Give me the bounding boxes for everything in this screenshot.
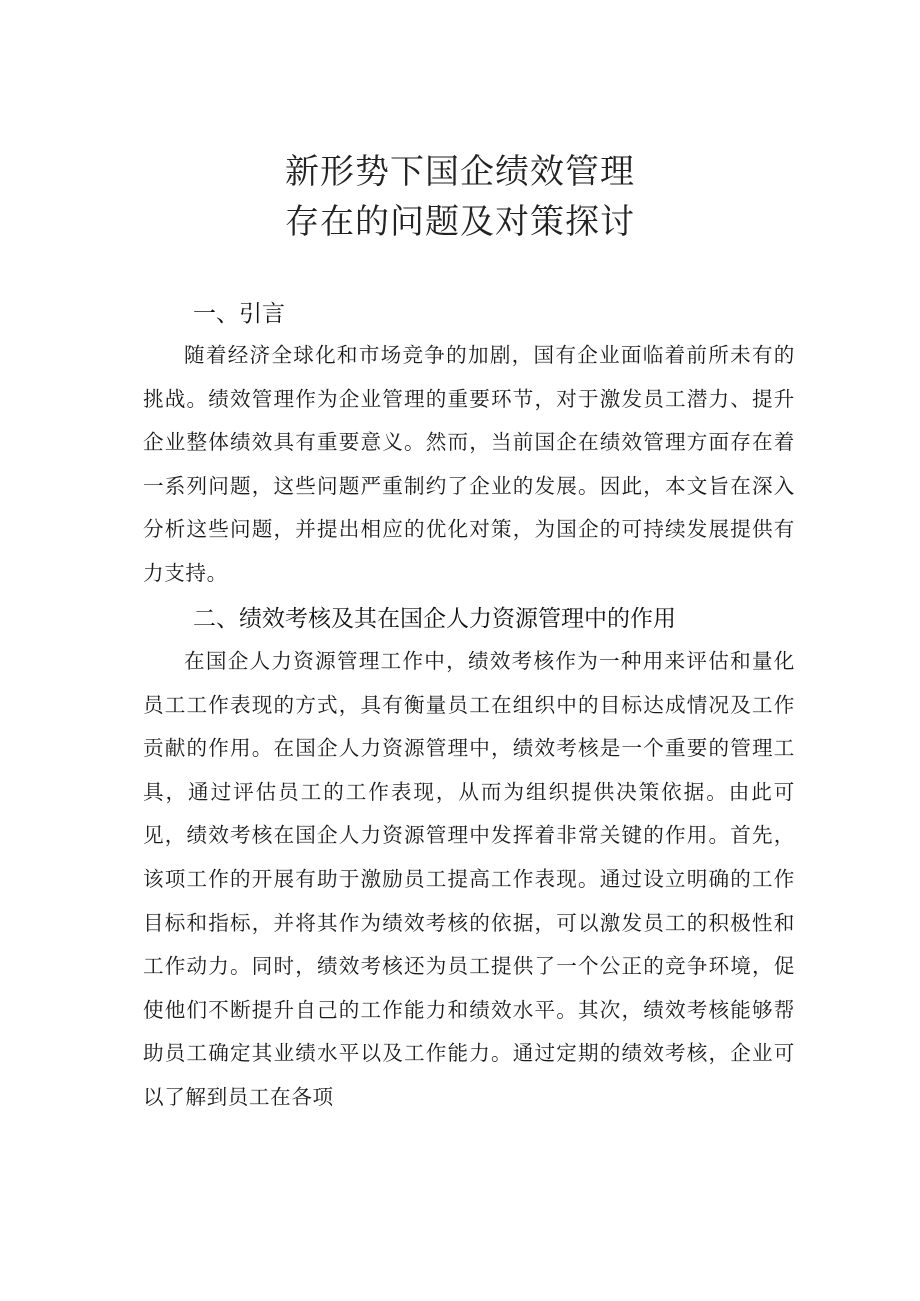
section-paragraph-introduction: 随着经济全球化和市场竞争的加剧，国有企业面临着前所未有的挑战。绩效管理作为企业管理的重要环节，对于激发员工潜力、提升企业整体绩效具有重要意义。然而，当前国企在绩效管理方面存在着一系列问题，这些问题严重制约了企业的发展。因此，本文旨在深入分析这些问题，并提出相应的优化对策，为国企的可持续发展提供有力支持。 [143,343,795,585]
section-heading-performance-appraisal: 二、绩效考核及其在国企人力资源管理中的作用 [193,606,676,632]
document-title-line-1: 新形势下国企绩效管理 [285,152,635,192]
section-heading-introduction: 一、引言 [193,301,285,327]
document-title-line-2: 存在的问题及对策探讨 [285,202,635,242]
section-paragraph-performance-appraisal: 在国企人力资源管理工作中，绩效考核作为一种用来评估和量化员工工作表现的方式，具有衡量员工在组织中的目标达成情况及工作贡献的作用。在国企人力资源管理中，绩效考核是一个重要的管理工具，通过评估员工的工作表现，从而为组织提供决策依据。由此可见，绩效考核在国企人力资源管理中发挥着非常关键的作用。首先，该项工作的开展有助于激励员工提高工作表现。通过设立明确的工作目标和指标，并将其作为绩效考核的依据，可以激发员工的积极性和工作动力。同时，绩效考核还为员工提供了一个公正的竞争环境，促使他们不断提升自己的工作能力和绩效水平。其次，绩效考核能够帮助员工确定其业绩水平以及工作能力。通过定期的绩效考核，企业可以了解到员工在各项 [143,649,795,1109]
